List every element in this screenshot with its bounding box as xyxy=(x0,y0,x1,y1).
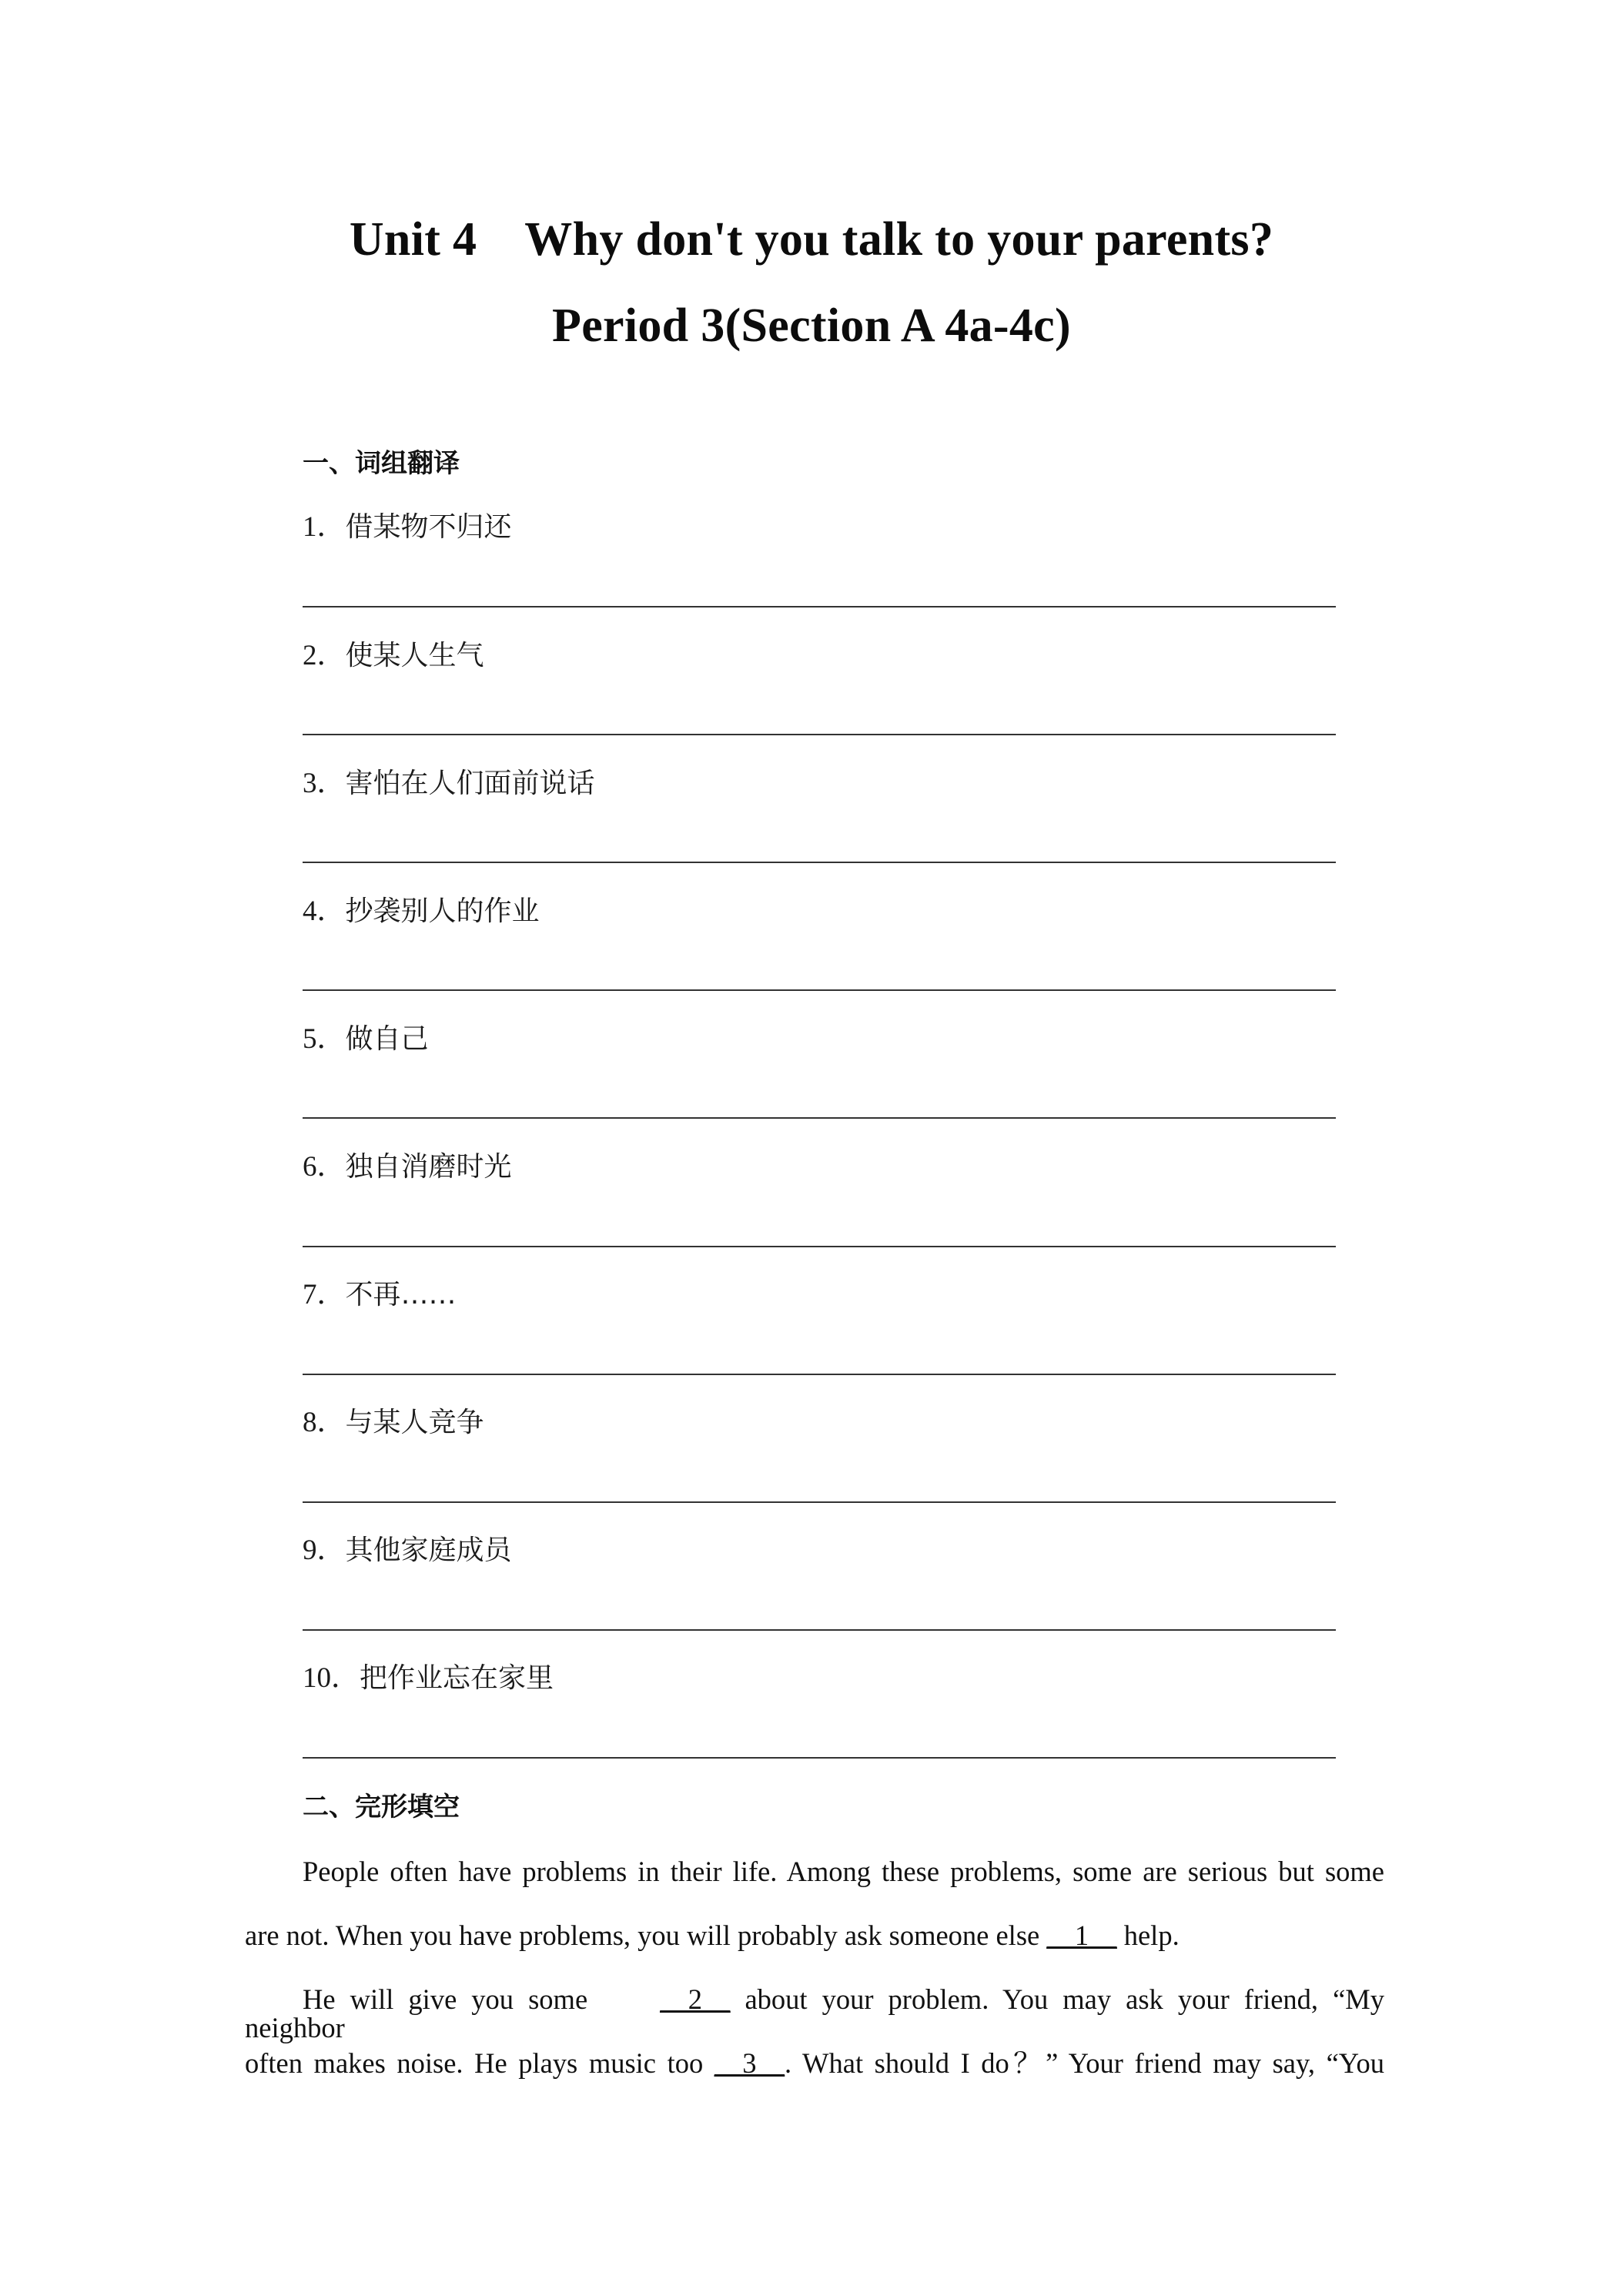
blank-2[interactable]: __2__ xyxy=(660,1983,731,2015)
list-item: 5．做自己 xyxy=(303,1023,429,1055)
answer-line[interactable] xyxy=(303,862,1336,863)
answer-line[interactable] xyxy=(303,1246,1336,1247)
answer-line[interactable] xyxy=(303,606,1336,607)
answer-line[interactable] xyxy=(303,1757,1336,1759)
list-item: 3．害怕在人们面前说话 xyxy=(303,768,595,799)
answer-line[interactable] xyxy=(303,1629,1336,1631)
page-subtitle: Period 3(Section A 4a-4c) xyxy=(552,300,1071,352)
list-item: 2．使某人生气 xyxy=(303,640,484,671)
blank-3[interactable]: __3__ xyxy=(714,2047,785,2079)
answer-line[interactable] xyxy=(303,1117,1336,1119)
title-unit: Unit 4 xyxy=(349,213,477,266)
list-item: 7．不再…… xyxy=(303,1279,457,1310)
answer-line[interactable] xyxy=(303,1501,1336,1503)
cloze-line: often makes noise. He plays music too __3__. What should I do？” Your friend may say, “You xyxy=(245,2047,1384,2079)
cloze-line: He will give you some __2__ about your problem. You may ask your friend, “My neighbor xyxy=(245,1983,1384,2043)
list-item: 9．其他家庭成员 xyxy=(303,1535,512,1566)
blank-1[interactable]: __1__ xyxy=(1046,1919,1117,1951)
list-item: 8．与某人竞争 xyxy=(303,1407,484,1438)
section1-heading: 一、词组翻译 xyxy=(303,448,460,479)
list-item: 1．借某物不归还 xyxy=(303,511,512,543)
answer-line[interactable] xyxy=(303,989,1336,991)
answer-line[interactable] xyxy=(303,734,1336,735)
page-title xyxy=(0,213,1623,266)
list-item: 6．独自消磨时光 xyxy=(303,1151,512,1183)
answer-line[interactable] xyxy=(303,1374,1336,1375)
section2-heading: 二、完形填空 xyxy=(303,1792,460,1822)
cloze-line: People often have problems in their life. Among these problems, some are serious but some xyxy=(303,1856,1384,1887)
list-item: 10．把作业忘在家里 xyxy=(303,1662,554,1694)
list-item: 4．抄袭别人的作业 xyxy=(303,895,540,927)
title-question: Why don't you talk to your parents? xyxy=(524,213,1274,266)
cloze-line: are not. When you have problems, you will probably ask someone else __1__ help. xyxy=(245,1919,1180,1951)
